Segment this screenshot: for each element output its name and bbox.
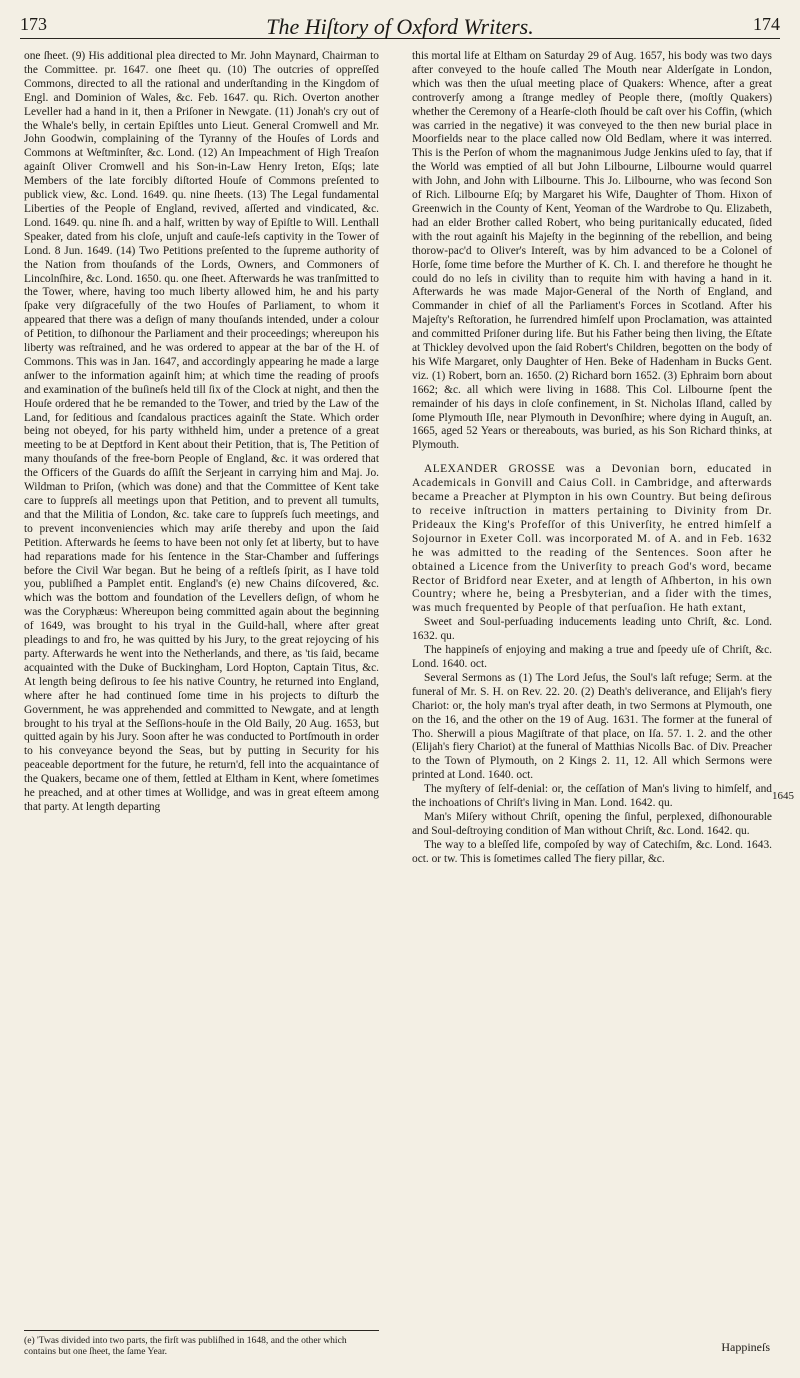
paragraph: this mortal life at Eltham on Saturday 29 of Aug. 1657, his body was two days after conveyed to the houſe called The Mouth near Alderſgate in London, which was then the uſual meeting place of Quakers: Whence, after a great controverſy among a ſtrange medley of People there, (moſtly Quakers) whether the Ceremony of a Hearſe-cloth ſhould be caſt over his Coffin, (which was carried in the negative) it was conveyed to the then new burial place in Moorfields near to the place called now Old Bedlam, where it was interred. This is the Perſon of whom the magnanimous Judge Jenkins uſed to ſay, that if the World was emptied of all but John Lilbourne, Lilbourne would quarrel with John, and John with Lilbourne. This Jo. Lilbourne, who was ſecond Son of Rich. Lilbourne Eſq; by Margaret his Wife, Daughter of Thom. Hixon of Greenwich in the County of Kent, Yeoman of the Wardrobe to Qu. Elizabeth, had an elder Brother called Robert, who being puritanically educated, ſided with the rout againſt his Majeſty in the beginning of the rebellion, and being thorow-pac'd to Oliver's Intereſt, was by him advanced to be a Colonel of Horſe, ſome time before the Murther of K. Ch. I. and therefore he thought he could do no leſs in civility than to requite him with having a hand in it. Afterwards he was made Major-General of the North of England, and Commander in chief of all the Parliament's Forces in Scotland. After his Majeſty's Reſtoration, he ſurrendred himſelf upon Proclamation, was attainted and committed Priſoner during life. But his Father being then living, the Eſtate at Thickley devolved upon the ſaid Robert's Children, begotten on the body of his Wife Margaret, only Daughter of Hen. Beke of Hadenham in Bucks Gent. viz. (1) Robert, born an. 1650. (2) Richard born 1652. (3) Ephraim born about 1662; &c. all which were living in 1688. This Col. Lilbourne ſpent the remainder of his days in cloſe confinement, in St. Nicholas Iſland, called by ſome Plymouth Iſle, near Plymouth in Devonſhire; where dying in Auguſt, an. 1665, aged 52 Years or thereabouts, was buried, as his Son Richard thinks, at Plymouth.: [412, 50, 772, 452]
work-entry: The way to a bleſſed life, compoſed by way of Catechiſm, &c. Lond. 1643. oct. or tw. This is ſometimes called The fiery pillar, &c.: [412, 838, 772, 865]
page-number-left: 173: [20, 14, 47, 34]
work-entry: Several Sermons as (1) The Lord Jeſus, the Soul's laſt refuge; Serm. at the funeral of Mr. S. H. on Rev. 22. 20. (2) Death's deliverance, and Elijah's fiery Chariot: or, the holy man's tryal after death, in two Sermons at Plymouth, one on the 16, and the other on the 19 of Aug. 1631. The former at the funeral of Tho. Sherwill a pious Magiſtrate of that place, on Iſa. 57. 1. 2. and the other (Elijah's fiery Chariot) at the funeral of Matthias Nicolls Bac. of Div. Preacher to the Town of Plymouth, on 2 Kings 2. 11, 12. All which Sermons were printed at Lond. 1640. oct.: [412, 671, 772, 782]
work-entry: Man's Miſery without Chriſt, opening the ſinful, perplexed, diſhonourable and Soul-deſtroying condition of Man without Chriſt, &c. Lond. 1642. qu.: [412, 810, 772, 837]
margin-year-note: 1645: [772, 790, 794, 802]
work-entry: Sweet and Soul-perſuading inducements leading unto Chriſt, &c. Lond. 1632. qu.: [412, 616, 772, 643]
paragraph: one ſheet. (9) His additional plea directed to Mr. John Maynard, Chairman to the Committee. pr. 1647. one ſheet qu. (10) The outcries of oppreſſed Commons, directed to all the rational and underſtanding in the Kingdom of Engl. and Dominion of Wales, &c. Feb. 1647. qu. Rich. Overton another Leveller had a hand in it, then a Priſoner in Newgate. (11) Jonah's cry out of the Whale's belly, in certain Epiſtles unto Lieut. General Cromwell and Mr. John Goodwin, complaining of the Tyranny of the Houſes of Lords and Commons at Weſtminſter, &c. Lond. (12) An Impeachment of High Treaſon againſt Oliver Cromwell and his Son-in-Law Henry Ireton, Eſqs; late Members of the late forcibly diſtorted Houſe of Commons preſented to publick view, &c. Lond. 1649. qu. nine ſheets. (13) The Legal fundamental Liberties of the People of England, revived, aſſerted and vindicated, &c. Lond. 1649. qu. nine ſh. and a half, written by way of Epiſtle to Will. Lenthall Speaker, dated from his cloſe, unjuſt and cauſe-leſs captivity in the Tower of Lond. 8 Jun. 1649. (14) Two Petitions preſented to the ſupreme authority of the Nation from thouſands of the Lords, Owners, and Commoners of Lincolnſhire, &c. Lond. 1650. qu. one ſheet. Afterwards he was tranſmitted to the Tower, where, having too much liberty allowed him, he and his party ſpake very diſgracefully of the two Houſes of Parliament, to whom it appeared that there was a deſign of many thouſands intended, under a colour of Petition, to diſhonour the Parliament and their proceedings; whereupon his liberty was reſtrained, and he was ordered to appear at the bar of the H. of Commons. This was in Jan. 1647, and accordingly appearing he made a large anſwer to the information againſt him; at which time the reading of proofs and examination of the buſineſs held till ſix of the Clock at night, and then the Houſe ordered that he be remanded to the Tower, and tried by the Law of the Land, for ſeditious and ſcandalous practices againſt the State. Which order being not obeyed, for his party withheld him, under a pretence of a great meeting to be at Deptford in Kent about their Petition, that is, The Petition of many thouſands of the free-born People of England, &c. it was ordered that the Officers of the Guards do aſſiſt the Serjeant in carrying him and Maj. Jo. Wildman to Priſon, (which was done) and that the Committee of Kent take care to ſuppreſs all meetings upon that Petition, and to prevent all tumults, and that the Militia of London, &c. take care to ſuppreſs ſuch meetings, and to prevent inconveniencies which may ariſe thereby and upon the ſaid Petition. Afterwards he ſeems to have been not only ſet at liberty, but to have had reparations made for his ſentence in the Star-Chamber and ſufferings before the Civil War began. But he being of a reſtleſs ſpirit, as I have told you, publiſhed a Pamplet entit. England's (e) new Chains diſcovered, &c. which was the bottom and foundation of the Levellers deſign, of whom he was the Coryphæus: Whereupon being committed again about the beginning of 1649, was brought to his tryal in the Guild-hall, where after great pleadings to and fro, he was quitted by his Jury, to the great rejoycing of his party. Afterwards he went into the Netherlands, and there, as 'tis ſaid, became acquainted with the Duke of Buckingham, Lord Hopton, Captain Titus, &c. At length being deſirous to ſee his native Country, he returned into England, where after he had continued ſome time in his projects to diſturb the Government, he was apprehended and committed to Newgate, and at length brought to his tryal at the Seſſions-houſe in the Old Baily, 20 Aug. 1653, but quitted again by his Jury. Soon after he was conducted to Portſmouth in order to his conveyance beyond the Seas, but by putting in Security for his peaceable deportment for the future, he return'd, fell into the acquaintance of the Quakers, became one of them, ſettled at Eltham in Kent, where ſometimes he preached, and at other times at Wollidge, and was in great eſteem among that party. At length departing: [24, 50, 379, 813]
footnote: (e) 'Twas divided into two parts, the firſt was publiſhed in 1648, and the other which contains but one ſheet, the ſame Year.: [24, 1330, 379, 1357]
left-column: [24, 50, 379, 815]
work-entry: The myſtery of ſelf-denial: or, the ceſſation of Man's living to himſelf, and the inchoations of Chriſt's living in Man. Lond. 1642. qu.: [412, 783, 772, 810]
running-head: [20, 8, 780, 39]
catchword: Happineſs: [721, 1340, 770, 1354]
entry-alexander-grosse: ALEXANDER GROSSE was a Devonian born, educated in Academicals in Gonvill and Caius Coll. in Cambridge, and afterwards became a Preacher at Plympton in his own Country. But being deſirous to receive inſtruction in matters pertaining to Divinity from Dr. Prideaux the King's Profeſſor of this Univerſity, he entred himſelf a Sojournor in Exeter Coll. was incorporated M. of A. and in Feb. 1632 he was admitted to the reading of the Sentences. Soon after he obtained a Licence from the Univerſity to preach God's word, became Rector of Bridford near Exeter, and at length of Aſhberton, in his own Country; where he, being a Presbyterian, and a ſider with the times, was much frequented by People of that perſuaſion. He hath extant,: [412, 463, 772, 615]
page-title: The Hiſtory of Oxford Writers.: [266, 14, 534, 39]
right-column: [412, 50, 772, 867]
page-number-right: 174: [753, 14, 780, 34]
work-entry: The happineſs of enjoying and making a true and ſpeedy uſe of Chriſt, &c. Lond. 1640. oct.: [412, 644, 772, 670]
